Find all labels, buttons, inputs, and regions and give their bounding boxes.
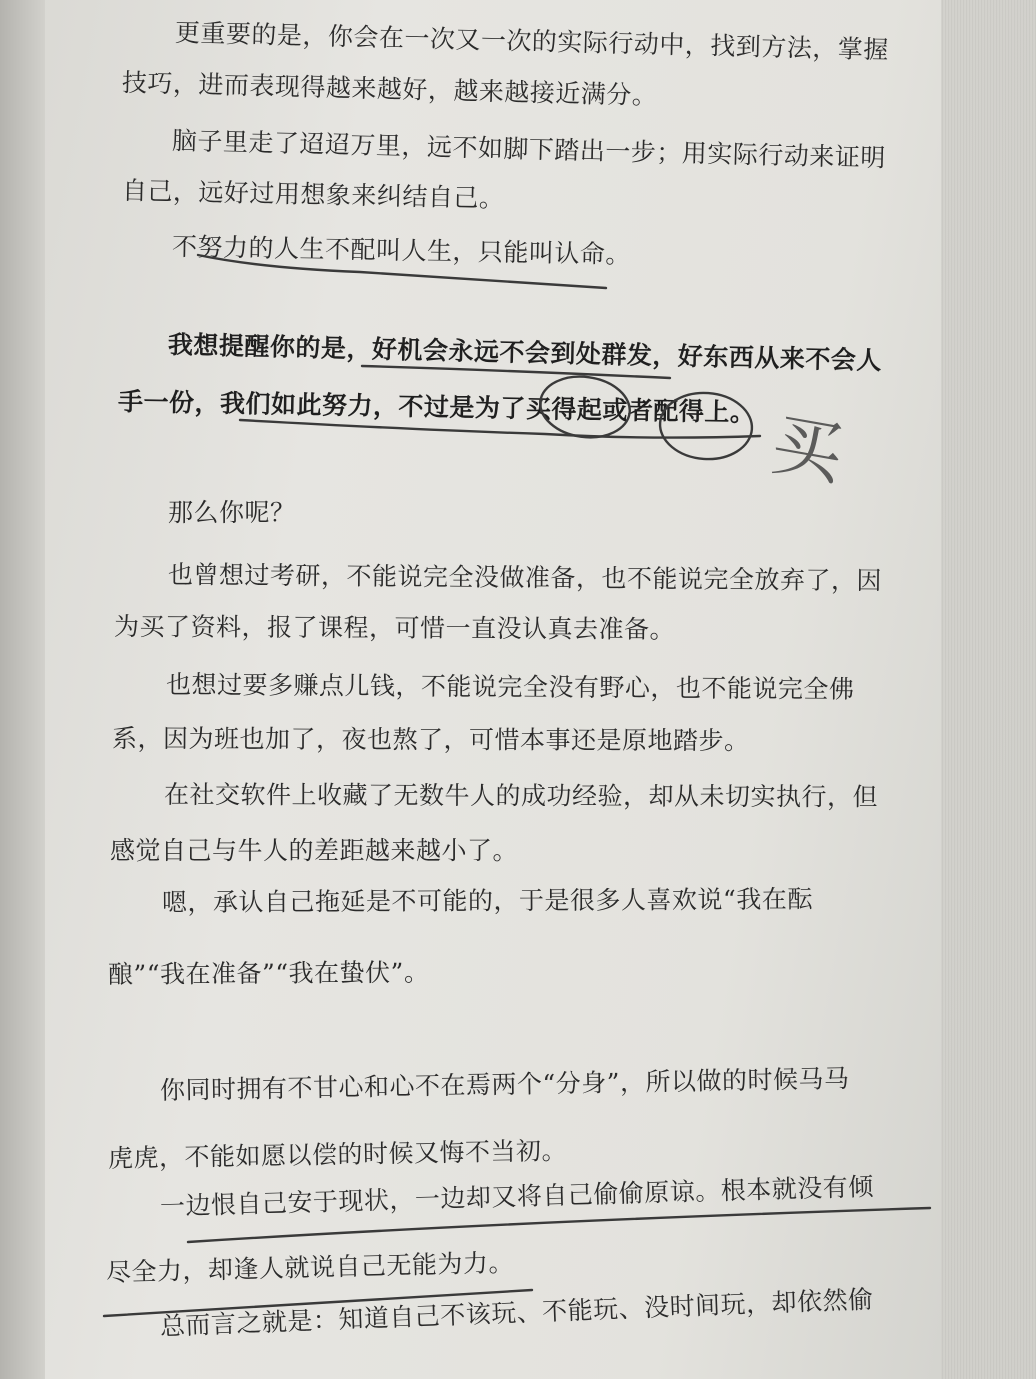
text-line: 那么你呢？	[168, 498, 296, 527]
text-line: 酿”“我在准备”“我在蛰伏”。	[107, 957, 430, 989]
text-line: 虎虎，不能如愿以偿的时候又悔不当初。	[107, 1135, 568, 1173]
handwritten-note: 买	[765, 402, 849, 496]
text-line: 系，因为班也加了，夜也熬了，可惜本事还是原地踏步。	[111, 724, 750, 756]
text-line: 自己，远好过用想象来纠结自己。	[121, 176, 505, 214]
text-line-bold: 我想提醒你的是，好机会永远不会到处群发，好东西从来不会人	[167, 330, 883, 376]
text-line: 技巧，进而表现得越来越好，越来越接近满分。	[121, 68, 658, 111]
text-line: 在社交软件上收藏了无数牛人的成功经验，却从未切实执行，但	[163, 780, 879, 812]
book-spine-shadow	[0, 0, 45, 1379]
text-line: 也想过要多赚点儿钱，不能说完全没有野心，也不能说完全佛	[165, 670, 855, 704]
text-line: 总而言之就是：知道自己不该玩、不能玩、没时间玩，却依然偷	[159, 1284, 875, 1341]
text-line: 尽全力，却逢人就说自己无能为力。	[105, 1248, 515, 1287]
text-line: 为买了资料，报了课程，可惜一直没认真去准备。	[113, 612, 676, 644]
text-line: 脑子里走了迢迢万里，远不如脚下踏出一步；用实际行动来证明	[171, 126, 887, 173]
text-line: 更重要的是，你会在一次又一次的实际行动中，找到方法，掌握	[174, 18, 890, 65]
text-line: 不努力的人生不配叫人生，只能叫认命。	[171, 232, 632, 270]
page-edges	[941, 0, 1036, 1379]
text-line: 也曾想过考研，不能说完全没做准备，也不能说完全放弃了，因	[167, 560, 883, 596]
text-line: 你同时拥有不甘心和心不在焉两个“分身”，所以做的时候马马	[159, 1063, 850, 1105]
text-line: 一边恨自己安于现状，一边却又将自己偷偷原谅。根本就没有倾	[159, 1172, 875, 1221]
text-line-bold: 手一份，我们如此努力，不过是为了买得起或者配得上。	[117, 387, 756, 428]
text-line: 感觉自己与牛人的差距越来越小了。	[110, 836, 519, 865]
text-line: 嗯，承认自己拖延是不可能的，于是很多人喜欢说“我在酝	[161, 884, 813, 917]
